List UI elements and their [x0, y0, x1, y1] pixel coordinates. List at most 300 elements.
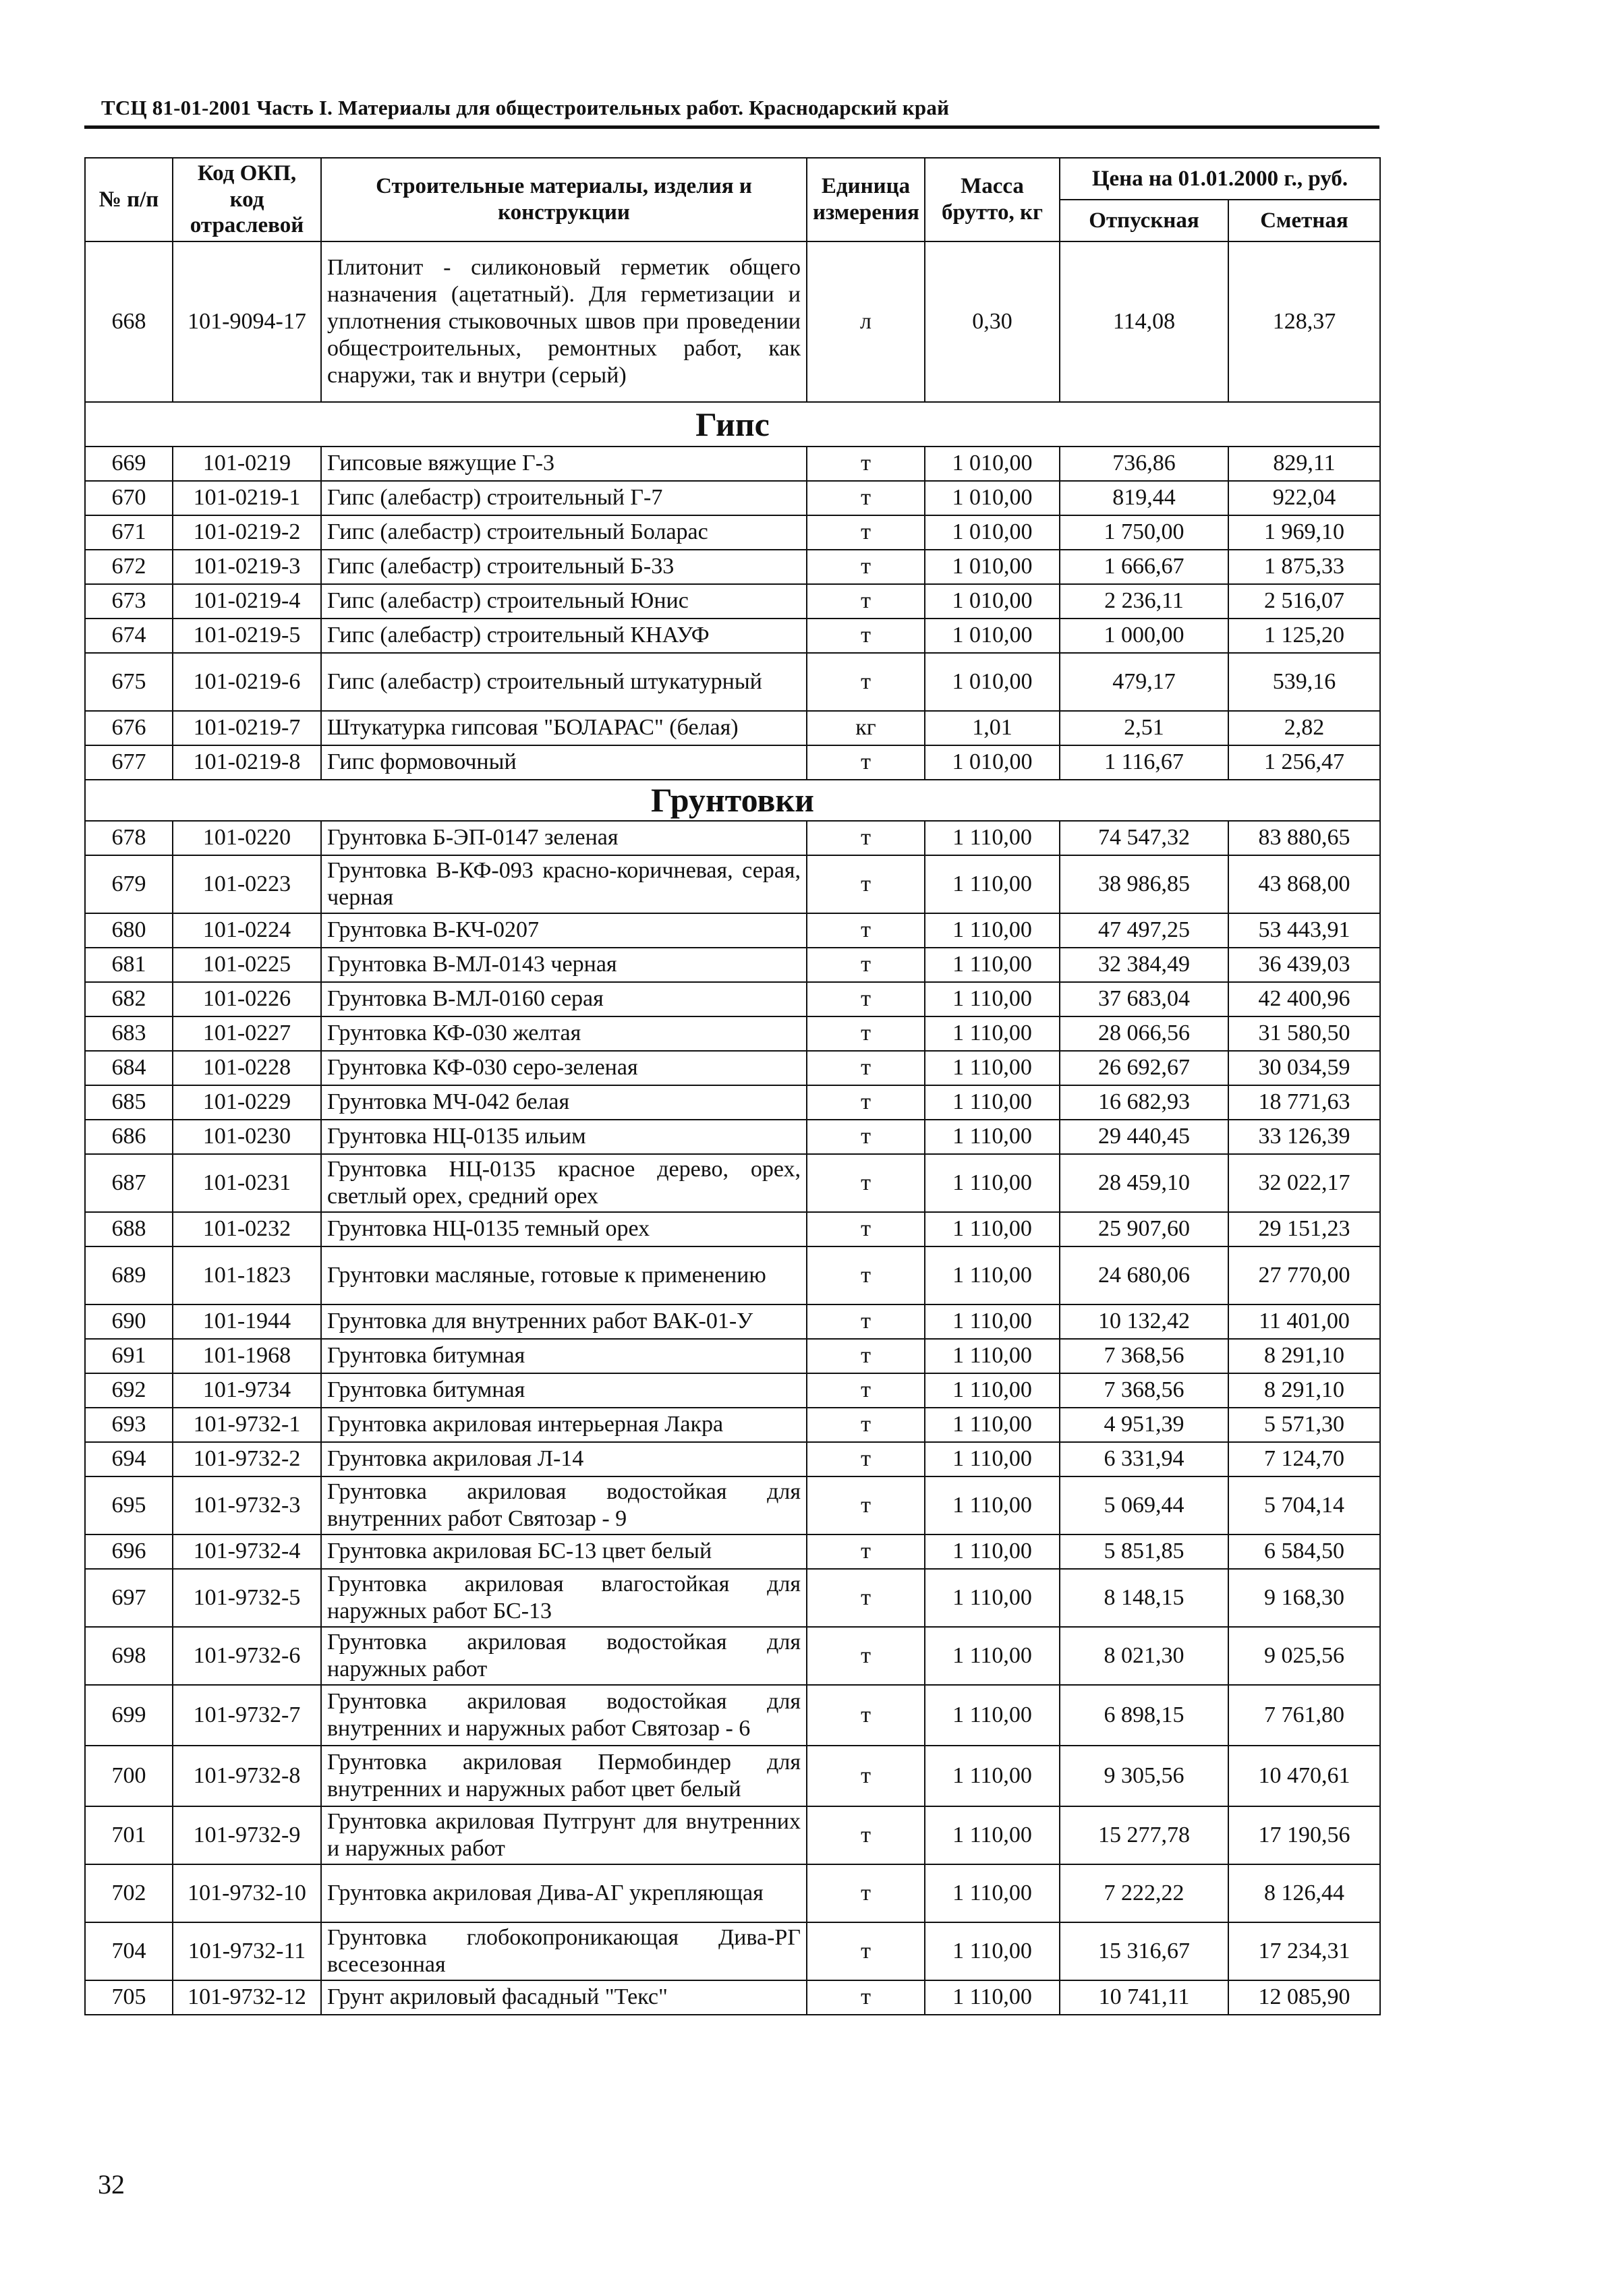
release-price-cell: 479,17	[1060, 653, 1228, 711]
row-number-cell: 694	[85, 1442, 173, 1476]
row-number-cell: 683	[85, 1016, 173, 1051]
estimate-price-cell: 8 291,10	[1228, 1339, 1380, 1373]
okp-code-cell: 101-9732-11	[173, 1922, 321, 1980]
estimate-price-cell: 1 875,33	[1228, 550, 1380, 584]
unit-cell: т	[807, 584, 925, 619]
table-row	[85, 855, 1380, 913]
table-row	[85, 1806, 1380, 1864]
price-table	[84, 157, 1381, 2015]
estimate-price-cell: 7 761,80	[1228, 1685, 1380, 1746]
estimate-price-cell: 36 439,03	[1228, 948, 1380, 982]
okp-code-cell: 101-0224	[173, 913, 321, 948]
release-price-cell: 5 851,85	[1060, 1534, 1228, 1569]
material-name-cell: Грунтовка акриловая интерьерная Лакра	[321, 1408, 807, 1442]
release-price-cell: 4 951,39	[1060, 1408, 1228, 1442]
row-number-cell: 700	[85, 1746, 173, 1806]
estimate-price-cell: 7 124,70	[1228, 1442, 1380, 1476]
unit-cell: т	[807, 653, 925, 711]
unit-cell: т	[807, 1085, 925, 1120]
unit-cell: т	[807, 982, 925, 1016]
table-row	[85, 1085, 1380, 1120]
release-price-cell: 15 316,67	[1060, 1922, 1228, 1980]
col-estimate-price-header: Сметная	[1228, 200, 1380, 241]
unit-cell: т	[807, 481, 925, 515]
okp-code-cell: 101-0232	[173, 1212, 321, 1246]
estimate-price-cell: 27 770,00	[1228, 1246, 1380, 1304]
table-row	[85, 1016, 1380, 1051]
gross-mass-cell: 1 110,00	[925, 1922, 1060, 1980]
gross-mass-cell: 1 110,00	[925, 1373, 1060, 1408]
unit-cell: т	[807, 1685, 925, 1746]
release-price-cell: 47 497,25	[1060, 913, 1228, 948]
material-name-cell: Гипс (алебастр) строительный Б-33	[321, 550, 807, 584]
gross-mass-cell: 1 110,00	[925, 1980, 1060, 2015]
material-name-cell: Гипс (алебастр) строительный Боларас	[321, 515, 807, 550]
row-number-cell: 689	[85, 1246, 173, 1304]
okp-code-cell: 101-9732-8	[173, 1746, 321, 1806]
material-name-cell: Грунтовка акриловая водостойкая для наружных работ	[321, 1627, 807, 1685]
material-name-cell: Гипс (алебастр) строительный КНАУФ	[321, 619, 807, 653]
release-price-cell: 736,86	[1060, 447, 1228, 481]
row-number-cell: 685	[85, 1085, 173, 1120]
material-name-cell: Грунтовка КФ-030 серо-зеленая	[321, 1051, 807, 1085]
estimate-price-cell: 5 571,30	[1228, 1408, 1380, 1442]
unit-cell: т	[807, 1154, 925, 1212]
unit-cell: т	[807, 1534, 925, 1569]
table-row	[85, 1442, 1380, 1476]
unit-cell: т	[807, 1051, 925, 1085]
okp-code-cell: 101-0230	[173, 1120, 321, 1154]
unit-cell: т	[807, 855, 925, 913]
release-price-cell: 1 116,67	[1060, 745, 1228, 780]
okp-code-cell: 101-9732-9	[173, 1806, 321, 1864]
release-price-cell: 5 069,44	[1060, 1476, 1228, 1534]
okp-code-cell: 101-0223	[173, 855, 321, 913]
gross-mass-cell: 1 110,00	[925, 1246, 1060, 1304]
page-number: 32	[98, 2169, 125, 2200]
material-name-cell: Гипс (алебастр) строительный Юнис	[321, 584, 807, 619]
row-number-cell: 674	[85, 619, 173, 653]
col-num-header: № п/п	[85, 158, 173, 241]
gross-mass-cell: 1 110,00	[925, 1476, 1060, 1534]
estimate-price-cell: 42 400,96	[1228, 982, 1380, 1016]
material-name-cell: Грунтовка акриловая Пермобиндер для внутренних и наружных работ цвет белый	[321, 1746, 807, 1806]
gross-mass-cell: 1 010,00	[925, 481, 1060, 515]
col-mass-header: Масса брутто, кг	[925, 158, 1060, 241]
row-number-cell: 699	[85, 1685, 173, 1746]
row-number-cell: 696	[85, 1534, 173, 1569]
material-name-cell: Грунтовка КФ-030 желтая	[321, 1016, 807, 1051]
gross-mass-cell: 1 110,00	[925, 982, 1060, 1016]
release-price-cell: 8 148,15	[1060, 1569, 1228, 1627]
material-name-cell: Грунтовка В-КФ-093 красно-коричневая, серая, черная	[321, 855, 807, 913]
row-number-cell: 677	[85, 745, 173, 780]
row-number-cell: 672	[85, 550, 173, 584]
release-price-cell: 26 692,67	[1060, 1051, 1228, 1085]
estimate-price-cell: 2 516,07	[1228, 584, 1380, 619]
unit-cell: л	[807, 241, 925, 402]
estimate-price-cell: 18 771,63	[1228, 1085, 1380, 1120]
okp-code-cell: 101-1944	[173, 1304, 321, 1339]
material-name-cell: Грунтовка акриловая водостойкая для внутренних и наружных работ Святозар - 6	[321, 1685, 807, 1746]
okp-code-cell: 101-0219-4	[173, 584, 321, 619]
estimate-price-cell: 128,37	[1228, 241, 1380, 402]
okp-code-cell: 101-9732-6	[173, 1627, 321, 1685]
row-number-cell: 690	[85, 1304, 173, 1339]
col-name-header: Строительные материалы, изделия и конструкции	[321, 158, 807, 241]
row-number-cell: 670	[85, 481, 173, 515]
table-row	[85, 1373, 1380, 1408]
gross-mass-cell: 1 110,00	[925, 1864, 1060, 1922]
gross-mass-cell: 1 110,00	[925, 1534, 1060, 1569]
table-row	[85, 653, 1380, 711]
material-name-cell: Грунтовка акриловая водостойкая для внутренних работ Святозар - 9	[321, 1476, 807, 1534]
estimate-price-cell: 11 401,00	[1228, 1304, 1380, 1339]
release-price-cell: 25 907,60	[1060, 1212, 1228, 1246]
estimate-price-cell: 6 584,50	[1228, 1534, 1380, 1569]
table-row	[85, 1864, 1380, 1922]
okp-code-cell: 101-0226	[173, 982, 321, 1016]
gross-mass-cell: 1 010,00	[925, 745, 1060, 780]
table-row	[85, 1339, 1380, 1373]
table-row	[85, 913, 1380, 948]
material-name-cell: Грунтовка Б-ЭП-0147 зеленая	[321, 821, 807, 855]
okp-code-cell: 101-0228	[173, 1051, 321, 1085]
release-price-cell: 28 459,10	[1060, 1154, 1228, 1212]
material-name-cell: Грунтовка НЦ-0135 красное дерево, орех, светлый орех, средний орех	[321, 1154, 807, 1212]
okp-code-cell: 101-0219-6	[173, 653, 321, 711]
estimate-price-cell: 539,16	[1228, 653, 1380, 711]
unit-cell: т	[807, 1408, 925, 1442]
release-price-cell: 8 021,30	[1060, 1627, 1228, 1685]
gross-mass-cell: 1 110,00	[925, 913, 1060, 948]
estimate-price-cell: 9 168,30	[1228, 1569, 1380, 1627]
unit-cell: т	[807, 1246, 925, 1304]
table-row	[85, 1051, 1380, 1085]
material-name-cell: Грунтовка В-МЛ-0143 черная	[321, 948, 807, 982]
release-price-cell: 74 547,32	[1060, 821, 1228, 855]
row-number-cell: 695	[85, 1476, 173, 1534]
section-gips-row	[85, 402, 1380, 447]
gross-mass-cell: 1 110,00	[925, 1569, 1060, 1627]
gross-mass-cell: 1 010,00	[925, 515, 1060, 550]
estimate-price-cell: 31 580,50	[1228, 1016, 1380, 1051]
table-row	[85, 982, 1380, 1016]
col-price-group-header: Цена на 01.01.2000 г., руб.	[1060, 158, 1380, 200]
unit-cell: т	[807, 1922, 925, 1980]
gross-mass-cell: 1 110,00	[925, 1085, 1060, 1120]
row-number-cell: 687	[85, 1154, 173, 1212]
material-name-cell: Грунтовка НЦ-0135 ильим	[321, 1120, 807, 1154]
estimate-price-cell: 43 868,00	[1228, 855, 1380, 913]
estimate-price-cell: 17 190,56	[1228, 1806, 1380, 1864]
okp-code-cell: 101-1968	[173, 1339, 321, 1373]
table-row	[85, 550, 1380, 584]
row-number-cell: 676	[85, 711, 173, 745]
unit-cell: т	[807, 1304, 925, 1339]
unit-cell: т	[807, 1476, 925, 1534]
gross-mass-cell: 1 110,00	[925, 1051, 1060, 1085]
gross-mass-cell: 1 010,00	[925, 550, 1060, 584]
release-price-cell: 6 898,15	[1060, 1685, 1228, 1746]
release-price-cell: 7 368,56	[1060, 1339, 1228, 1373]
table-row	[85, 948, 1380, 982]
material-name-cell: Грунтовка битумная	[321, 1373, 807, 1408]
row-number-cell: 692	[85, 1373, 173, 1408]
row-number-cell: 673	[85, 584, 173, 619]
estimate-price-cell: 1 256,47	[1228, 745, 1380, 780]
material-name-cell: Грунтовка для внутренних работ ВАК-01-У	[321, 1304, 807, 1339]
section-grunt-row	[85, 780, 1380, 821]
gross-mass-cell: 1 010,00	[925, 584, 1060, 619]
row-number-cell: 669	[85, 447, 173, 481]
section-grunt-title: Грунтовки	[85, 780, 1380, 821]
gross-mass-cell: 1 010,00	[925, 447, 1060, 481]
row-number-cell: 704	[85, 1922, 173, 1980]
okp-code-cell: 101-1823	[173, 1246, 321, 1304]
okp-code-cell: 101-0231	[173, 1154, 321, 1212]
material-name-cell: Грунтовка В-КЧ-0207	[321, 913, 807, 948]
okp-code-cell: 101-9732-1	[173, 1408, 321, 1442]
unit-cell: т	[807, 1339, 925, 1373]
unit-cell: т	[807, 1569, 925, 1627]
gross-mass-cell: 1 110,00	[925, 1746, 1060, 1806]
estimate-price-cell: 29 151,23	[1228, 1212, 1380, 1246]
okp-code-cell: 101-0219-8	[173, 745, 321, 780]
estimate-price-cell: 829,11	[1228, 447, 1380, 481]
table-body	[85, 241, 1380, 2015]
release-price-cell: 1 000,00	[1060, 619, 1228, 653]
material-name-cell: Грунтовка акриловая БС-13 цвет белый	[321, 1534, 807, 1569]
material-name-cell: Гипсовые вяжущие Г-3	[321, 447, 807, 481]
table-row	[85, 821, 1380, 855]
release-price-cell: 819,44	[1060, 481, 1228, 515]
release-price-cell: 16 682,93	[1060, 1085, 1228, 1120]
unit-cell: т	[807, 515, 925, 550]
estimate-price-cell: 32 022,17	[1228, 1154, 1380, 1212]
table-row	[85, 1534, 1380, 1569]
unit-cell: т	[807, 1627, 925, 1685]
section-gips-title: Гипс	[85, 402, 1380, 447]
release-price-cell: 114,08	[1060, 241, 1228, 402]
release-price-cell: 32 384,49	[1060, 948, 1228, 982]
table-header	[85, 158, 1380, 241]
release-price-cell: 10 741,11	[1060, 1980, 1228, 2015]
gross-mass-cell: 1 110,00	[925, 1016, 1060, 1051]
gross-mass-cell: 1 110,00	[925, 1154, 1060, 1212]
estimate-price-cell: 922,04	[1228, 481, 1380, 515]
release-price-cell: 1 666,67	[1060, 550, 1228, 584]
okp-code-cell: 101-0219-5	[173, 619, 321, 653]
row-number-cell: 681	[85, 948, 173, 982]
table-row	[85, 1304, 1380, 1339]
table-row	[85, 1980, 1380, 2015]
table-row	[85, 745, 1380, 780]
release-price-cell: 1 750,00	[1060, 515, 1228, 550]
estimate-price-cell: 10 470,61	[1228, 1746, 1380, 1806]
unit-cell: т	[807, 745, 925, 780]
okp-code-cell: 101-9732-4	[173, 1534, 321, 1569]
unit-cell: т	[807, 913, 925, 948]
gross-mass-cell: 1 110,00	[925, 1339, 1060, 1373]
release-price-cell: 2 236,11	[1060, 584, 1228, 619]
gross-mass-cell: 0,30	[925, 241, 1060, 402]
release-price-cell: 28 066,56	[1060, 1016, 1228, 1051]
table-row	[85, 1120, 1380, 1154]
row-number-cell: 684	[85, 1051, 173, 1085]
gross-mass-cell: 1 110,00	[925, 1442, 1060, 1476]
table-row	[85, 584, 1380, 619]
estimate-price-cell: 1 969,10	[1228, 515, 1380, 550]
estimate-price-cell: 8 291,10	[1228, 1373, 1380, 1408]
estimate-price-cell: 17 234,31	[1228, 1922, 1380, 1980]
material-name-cell: Гипс формовочный	[321, 745, 807, 780]
material-name-cell: Грунтовка акриловая Дива-АГ укрепляющая	[321, 1864, 807, 1922]
material-name-cell: Грунтовка глобокопроникающая Дива-РГ всесезонная	[321, 1922, 807, 1980]
row-number-cell: 680	[85, 913, 173, 948]
table-row	[85, 619, 1380, 653]
material-name-cell: Грунт акриловый фасадный "Текс"	[321, 1980, 807, 2015]
okp-code-cell: 101-0219-2	[173, 515, 321, 550]
col-unit-header: Единица измерения	[807, 158, 925, 241]
estimate-price-cell: 12 085,90	[1228, 1980, 1380, 2015]
table-row	[85, 1154, 1380, 1212]
release-price-cell: 24 680,06	[1060, 1246, 1228, 1304]
release-price-cell: 7 368,56	[1060, 1373, 1228, 1408]
estimate-price-cell: 83 880,65	[1228, 821, 1380, 855]
gross-mass-cell: 1 110,00	[925, 1627, 1060, 1685]
table-row	[85, 1246, 1380, 1304]
material-name-cell: Грунтовка НЦ-0135 темный орех	[321, 1212, 807, 1246]
gross-mass-cell: 1,01	[925, 711, 1060, 745]
table-row	[85, 241, 1380, 402]
row-number-cell: 675	[85, 653, 173, 711]
okp-code-cell: 101-0219	[173, 447, 321, 481]
unit-cell: т	[807, 1442, 925, 1476]
row-number-cell: 678	[85, 821, 173, 855]
okp-code-cell: 101-0219-1	[173, 481, 321, 515]
estimate-price-cell: 5 704,14	[1228, 1476, 1380, 1534]
estimate-price-cell: 9 025,56	[1228, 1627, 1380, 1685]
unit-cell: т	[807, 1373, 925, 1408]
estimate-price-cell: 2,82	[1228, 711, 1380, 745]
estimate-price-cell: 33 126,39	[1228, 1120, 1380, 1154]
okp-code-cell: 101-9734	[173, 1373, 321, 1408]
unit-cell: т	[807, 1212, 925, 1246]
release-price-cell: 9 305,56	[1060, 1746, 1228, 1806]
material-name-cell: Грунтовка акриловая Путгрунт для внутренних и наружных работ	[321, 1806, 807, 1864]
unit-cell: т	[807, 821, 925, 855]
release-price-cell: 10 132,42	[1060, 1304, 1228, 1339]
material-name-cell: Гипс (алебастр) строительный штукатурный	[321, 653, 807, 711]
release-price-cell: 38 986,85	[1060, 855, 1228, 913]
okp-code-cell: 101-9732-2	[173, 1442, 321, 1476]
material-name-cell: Грунтовка В-МЛ-0160 серая	[321, 982, 807, 1016]
release-price-cell: 2,51	[1060, 711, 1228, 745]
release-price-cell: 29 440,45	[1060, 1120, 1228, 1154]
header-rule	[84, 125, 1379, 129]
estimate-price-cell: 8 126,44	[1228, 1864, 1380, 1922]
row-number-cell: 668	[85, 241, 173, 402]
okp-code-cell: 101-0229	[173, 1085, 321, 1120]
okp-code-cell: 101-0219-3	[173, 550, 321, 584]
table-row	[85, 1922, 1380, 1980]
unit-cell: т	[807, 1806, 925, 1864]
okp-code-cell: 101-9732-5	[173, 1569, 321, 1627]
material-name-cell: Гипс (алебастр) строительный Г-7	[321, 481, 807, 515]
row-number-cell: 679	[85, 855, 173, 913]
gross-mass-cell: 1 110,00	[925, 948, 1060, 982]
okp-code-cell: 101-9732-12	[173, 1980, 321, 2015]
row-number-cell: 671	[85, 515, 173, 550]
row-number-cell: 691	[85, 1339, 173, 1373]
row-number-cell: 697	[85, 1569, 173, 1627]
row-number-cell: 702	[85, 1864, 173, 1922]
unit-cell: кг	[807, 711, 925, 745]
release-price-cell: 6 331,94	[1060, 1442, 1228, 1476]
row-number-cell: 686	[85, 1120, 173, 1154]
table-row	[85, 711, 1380, 745]
gross-mass-cell: 1 110,00	[925, 1120, 1060, 1154]
okp-code-cell: 101-0225	[173, 948, 321, 982]
unit-cell: т	[807, 1746, 925, 1806]
okp-code-cell: 101-9732-10	[173, 1864, 321, 1922]
estimate-price-cell: 30 034,59	[1228, 1051, 1380, 1085]
gross-mass-cell: 1 110,00	[925, 1212, 1060, 1246]
okp-code-cell: 101-0227	[173, 1016, 321, 1051]
row-number-cell: 705	[85, 1980, 173, 2015]
gross-mass-cell: 1 110,00	[925, 1806, 1060, 1864]
table-row	[85, 1212, 1380, 1246]
okp-code-cell: 101-0219-7	[173, 711, 321, 745]
okp-code-cell: 101-9732-7	[173, 1685, 321, 1746]
material-name-cell: Грунтовка МЧ-042 белая	[321, 1085, 807, 1120]
gross-mass-cell: 1 010,00	[925, 653, 1060, 711]
gross-mass-cell: 1 010,00	[925, 619, 1060, 653]
gross-mass-cell: 1 110,00	[925, 821, 1060, 855]
running-head: ТСЦ 81-01-2001 Часть I. Материалы для общестроительных работ. Краснодарский край	[101, 96, 950, 119]
unit-cell: т	[807, 1016, 925, 1051]
material-name-cell: Грунтовка акриловая Л-14	[321, 1442, 807, 1476]
gross-mass-cell: 1 110,00	[925, 1408, 1060, 1442]
material-name-cell: Штукатурка гипсовая "БОЛАРАС" (белая)	[321, 711, 807, 745]
table-row	[85, 1685, 1380, 1746]
material-name-cell: Грунтовка битумная	[321, 1339, 807, 1373]
okp-code-cell: 101-9732-3	[173, 1476, 321, 1534]
unit-cell: т	[807, 948, 925, 982]
release-price-cell: 7 222,22	[1060, 1864, 1228, 1922]
table-row	[85, 1746, 1380, 1806]
table-row	[85, 447, 1380, 481]
table-row	[85, 1476, 1380, 1534]
col-release-price-header: Отпускная	[1060, 200, 1228, 241]
estimate-price-cell: 53 443,91	[1228, 913, 1380, 948]
table-row	[85, 481, 1380, 515]
material-name-cell: Грунтовки масляные, готовые к применению	[321, 1246, 807, 1304]
row-number-cell: 698	[85, 1627, 173, 1685]
unit-cell: т	[807, 447, 925, 481]
gross-mass-cell: 1 110,00	[925, 855, 1060, 913]
gross-mass-cell: 1 110,00	[925, 1685, 1060, 1746]
col-code-header: Код ОКП, код отраслевой	[173, 158, 321, 241]
row-number-cell: 701	[85, 1806, 173, 1864]
release-price-cell: 15 277,78	[1060, 1806, 1228, 1864]
table-row	[85, 1627, 1380, 1685]
estimate-price-cell: 1 125,20	[1228, 619, 1380, 653]
unit-cell: т	[807, 550, 925, 584]
release-price-cell: 37 683,04	[1060, 982, 1228, 1016]
row-number-cell: 693	[85, 1408, 173, 1442]
